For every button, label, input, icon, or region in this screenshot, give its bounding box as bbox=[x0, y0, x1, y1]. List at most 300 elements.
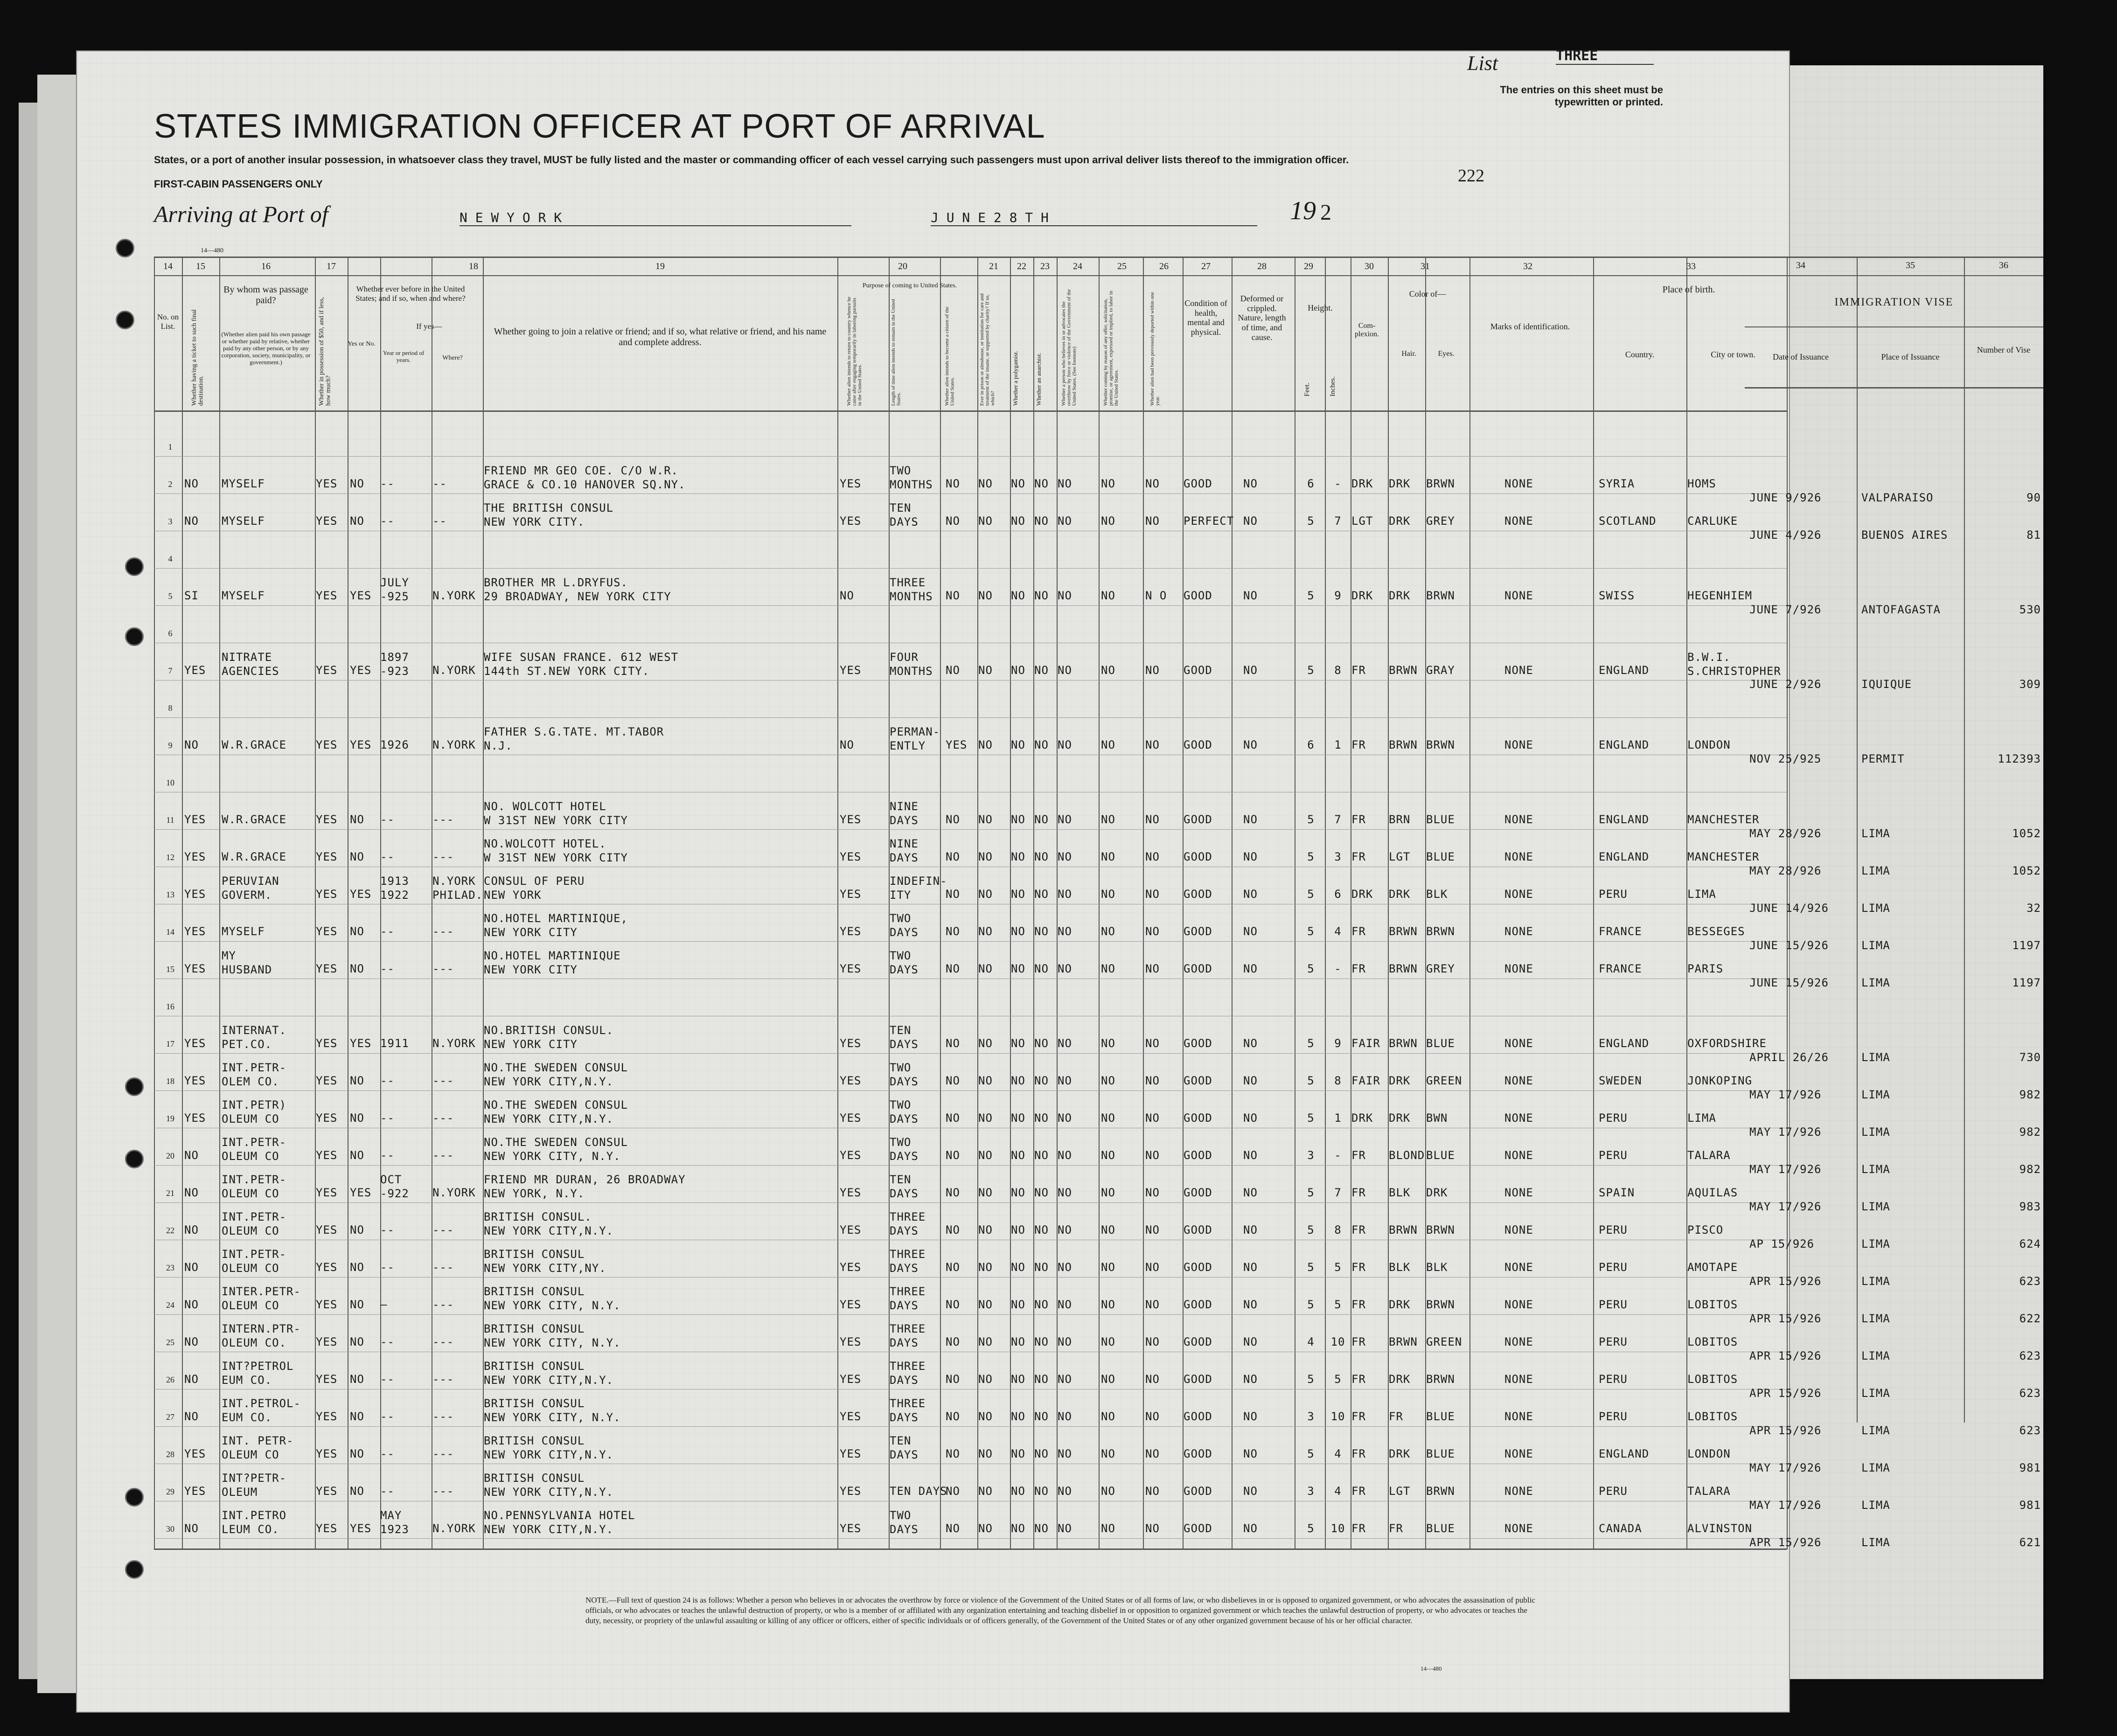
cell-b: NO bbox=[350, 962, 364, 975]
cell-de: NO bbox=[1145, 1074, 1160, 1087]
header-deformed: Deformed or crippled. Nature, length of time, and cause. bbox=[1238, 294, 1286, 342]
cell-ct: ENGLAND bbox=[1599, 813, 1650, 826]
cell-c: NO bbox=[946, 888, 960, 901]
cell-b: YES bbox=[350, 1186, 372, 1199]
cell-vd: APR 15/926 bbox=[1749, 1387, 1822, 1400]
cell-c: NO bbox=[946, 664, 960, 677]
cell-j: BRITISH CONSUL NEW YORK CITY, N.Y. bbox=[484, 1397, 621, 1424]
cell-n: 10 bbox=[166, 778, 174, 787]
header-where: Where? bbox=[442, 354, 463, 361]
cell-vd: MAY 17/926 bbox=[1749, 1088, 1822, 1101]
cell-c: NO bbox=[946, 1074, 960, 1087]
cell-p: INT?PETROL EUM CO. bbox=[222, 1360, 294, 1387]
cell-vn: 982 bbox=[2019, 1125, 2041, 1139]
port-name: N E W Y O R K bbox=[460, 210, 851, 226]
cell-c: NO bbox=[946, 1522, 960, 1535]
footer-code: 14—480 bbox=[1421, 1665, 1442, 1672]
cell-df: NO bbox=[1243, 1074, 1258, 1087]
table-row bbox=[77, 569, 1789, 604]
cell-df: NO bbox=[1243, 1149, 1258, 1162]
cell-c: NO bbox=[946, 1410, 960, 1423]
cell-vp: LIMA bbox=[1861, 939, 1890, 952]
cell-cx: FR bbox=[1351, 1149, 1366, 1162]
cell-a: YES bbox=[840, 477, 862, 490]
cell-ey: BLUE bbox=[1426, 1447, 1455, 1460]
cell-ft: 5 bbox=[1307, 1261, 1315, 1274]
cell-cx: FR bbox=[1351, 925, 1366, 938]
cell-co: PERFECT bbox=[1184, 514, 1234, 528]
cell-ct: CANADA bbox=[1599, 1522, 1642, 1535]
cell-l: PERMAN- ENTLY bbox=[890, 725, 940, 752]
cell-ey: BRWN bbox=[1426, 1485, 1455, 1498]
cell-ha: BRWN bbox=[1389, 962, 1418, 975]
list-number: THREE bbox=[1556, 48, 1654, 65]
cell-df: NO bbox=[1243, 1037, 1258, 1050]
cell-p: INT?PETR- OLEUM bbox=[222, 1472, 287, 1499]
cell-t: YES bbox=[184, 962, 206, 975]
cell-c: NO bbox=[946, 962, 960, 975]
vise-number-header: Number of Vise bbox=[1977, 345, 2031, 354]
cell-ft: 5 bbox=[1307, 962, 1315, 975]
cell-ov: NO bbox=[1058, 1447, 1072, 1460]
cell-de: NO bbox=[1145, 1261, 1160, 1274]
cell-cx: DRK bbox=[1351, 477, 1373, 490]
cell-ey: BLK bbox=[1426, 1261, 1448, 1274]
cell-co: GOOD bbox=[1184, 888, 1212, 901]
cell-mk: NONE bbox=[1504, 477, 1533, 490]
cell-vn: 530 bbox=[2019, 603, 2041, 616]
cell-in: 5 bbox=[1334, 1261, 1342, 1274]
table-row bbox=[77, 1129, 1789, 1163]
cell-ha: BLK bbox=[1389, 1186, 1411, 1199]
cell-l: THREE MONTHS bbox=[890, 576, 933, 603]
vise-date-header: Date of Issuance bbox=[1773, 352, 1829, 361]
cell-l: TEN DAYS bbox=[890, 501, 919, 528]
cell-ft: 6 bbox=[1307, 738, 1315, 751]
cell-df: NO bbox=[1243, 1335, 1258, 1348]
cell-of: NO bbox=[1101, 1223, 1115, 1236]
cell-pr: NO bbox=[978, 1373, 993, 1386]
row-rule bbox=[154, 1314, 1787, 1315]
cell-vn: 623 bbox=[2019, 1275, 2041, 1288]
vise-row bbox=[1745, 1404, 2043, 1438]
cell-cx: FR bbox=[1351, 1186, 1366, 1199]
cell-ha: FR bbox=[1389, 1522, 1403, 1535]
cell-po: NO bbox=[1011, 1261, 1025, 1274]
cell-c: NO bbox=[946, 1261, 960, 1274]
cell-l: TEN DAYS bbox=[890, 1173, 919, 1200]
cell-vn: 112393 bbox=[1998, 752, 2041, 765]
colnum-35: 35 bbox=[1906, 260, 1915, 271]
cell-y: -- bbox=[380, 477, 395, 490]
cell-w: --- bbox=[432, 1485, 454, 1498]
cell-t: YES bbox=[184, 888, 206, 901]
cell-vd: MAY 17/926 bbox=[1749, 1163, 1822, 1176]
cell-vn: 32 bbox=[2026, 902, 2041, 915]
cell-ov: NO bbox=[1058, 1261, 1072, 1274]
vise-row bbox=[1745, 1105, 2043, 1140]
cell-cx: FR bbox=[1351, 1410, 1366, 1423]
cell-of: NO bbox=[1101, 1410, 1115, 1423]
cell-of: NO bbox=[1101, 1111, 1115, 1125]
vise-row bbox=[1745, 1217, 2043, 1252]
cell-m: YES bbox=[316, 1223, 338, 1236]
cell-in: - bbox=[1334, 477, 1342, 490]
cell-w: --- bbox=[432, 1223, 454, 1236]
cell-n: 2 bbox=[168, 479, 173, 489]
cell-ey: BLUE bbox=[1426, 1149, 1455, 1162]
cell-c: NO bbox=[946, 1111, 960, 1125]
table-row bbox=[77, 1465, 1789, 1499]
column-number: 22 bbox=[1017, 261, 1026, 271]
cell-an: NO bbox=[1034, 813, 1049, 826]
cell-co: GOOD bbox=[1184, 1373, 1212, 1386]
cell-mk: NONE bbox=[1504, 1410, 1533, 1423]
cell-ey: DRK bbox=[1426, 1186, 1448, 1199]
cell-de: NO bbox=[1145, 1149, 1160, 1162]
binder-hole bbox=[125, 557, 144, 576]
cell-j: BRITISH CONSUL NEW YORK CITY, N.Y. bbox=[484, 1322, 621, 1349]
cell-ha: DRK bbox=[1389, 1373, 1411, 1386]
column-number: 15 bbox=[196, 261, 205, 271]
cell-l: THREE DAYS bbox=[890, 1322, 926, 1349]
header-year: Year or period of years. bbox=[383, 349, 425, 363]
header-height: Height. bbox=[1308, 303, 1333, 312]
cell-ft: 5 bbox=[1307, 1522, 1315, 1535]
cell-of: NO bbox=[1101, 1037, 1115, 1050]
cell-ey: GRAY bbox=[1426, 664, 1455, 677]
cell-mk: NONE bbox=[1504, 1111, 1533, 1125]
cell-ha: DRK bbox=[1389, 1298, 1411, 1311]
cell-of: NO bbox=[1101, 1261, 1115, 1274]
cell-p: INTERN.PTR- OLEUM CO. bbox=[222, 1322, 301, 1349]
cell-ct: ENGLAND bbox=[1599, 850, 1650, 863]
cell-m: YES bbox=[316, 664, 338, 677]
cell-ey: BRWN bbox=[1426, 1298, 1455, 1311]
header-purpose-return: Whether alien intends to return to country whence he came after engaging temporarily in laboring pursuits in the United States. bbox=[846, 297, 863, 406]
cell-y: 1913 1922 bbox=[380, 875, 409, 902]
cell-pr: NO bbox=[978, 589, 993, 602]
table-row bbox=[77, 942, 1789, 977]
cell-of: NO bbox=[1101, 1298, 1115, 1311]
cell-vd: JUNE 7/926 bbox=[1749, 603, 1822, 616]
cell-ey: BRWN bbox=[1426, 738, 1455, 751]
cell-of: NO bbox=[1101, 1335, 1115, 1348]
cell-df: NO bbox=[1243, 738, 1258, 751]
cell-y: MAY 1923 bbox=[380, 1509, 409, 1536]
cell-po: NO bbox=[1011, 664, 1025, 677]
cell-in: 10 bbox=[1330, 1410, 1345, 1423]
cell-pr: NO bbox=[978, 738, 993, 751]
cell-c: NO bbox=[946, 1373, 960, 1386]
cell-t: YES bbox=[184, 1074, 206, 1087]
cell-t: NO bbox=[184, 514, 199, 528]
header-city: City or town. bbox=[1711, 350, 1755, 359]
header-feet: Feet. bbox=[1303, 382, 1311, 396]
cell-ft: 5 bbox=[1307, 589, 1315, 602]
cell-of: NO bbox=[1101, 962, 1115, 975]
cell-vn: 624 bbox=[2019, 1237, 2041, 1250]
cell-cy: AMOTAPE bbox=[1687, 1261, 1738, 1274]
cell-t: NO bbox=[184, 477, 199, 490]
cell-pr: NO bbox=[978, 477, 993, 490]
vise-row bbox=[1745, 993, 2043, 1028]
cell-co: GOOD bbox=[1184, 1447, 1212, 1460]
cell-ey: BLUE bbox=[1426, 1037, 1455, 1050]
cell-cx: FR bbox=[1351, 1373, 1366, 1386]
cell-ct: ENGLAND bbox=[1599, 1037, 1650, 1050]
cell-j: BRITISH CONSUL NEW YORK CITY,NY. bbox=[484, 1248, 606, 1275]
cell-vd: JUNE 14/926 bbox=[1749, 902, 1829, 915]
cell-mk: NONE bbox=[1504, 925, 1533, 938]
cell-df: NO bbox=[1243, 1298, 1258, 1311]
cell-ft: 3 bbox=[1307, 1410, 1315, 1423]
cell-an: NO bbox=[1034, 514, 1049, 528]
cell-j: BROTHER MR L.DRYFUS. 29 BROADWAY, NEW YORK CITY bbox=[484, 576, 671, 603]
cell-l: TWO MONTHS bbox=[890, 464, 933, 491]
cell-in: 1 bbox=[1334, 738, 1342, 751]
cell-cy: LIMA bbox=[1687, 888, 1716, 901]
cell-pr: NO bbox=[978, 1037, 993, 1050]
cell-ey: BRWN bbox=[1426, 589, 1455, 602]
table-row bbox=[77, 1054, 1789, 1089]
cell-ha: DRK bbox=[1389, 514, 1411, 528]
cell-vn: 981 bbox=[2019, 1461, 2041, 1474]
cell-pr: NO bbox=[978, 514, 993, 528]
cell-df: NO bbox=[1243, 664, 1258, 677]
cell-vd: MAY 17/926 bbox=[1749, 1499, 1822, 1512]
cell-p: MYSELF bbox=[222, 514, 265, 528]
binder-hole bbox=[125, 1077, 144, 1096]
cell-vp: LIMA bbox=[1861, 1088, 1890, 1101]
cell-b: NO bbox=[350, 1261, 364, 1274]
table-row bbox=[77, 1017, 1789, 1051]
row-rule bbox=[154, 829, 1787, 830]
cell-ha: DRK bbox=[1389, 589, 1411, 602]
cell-of: NO bbox=[1101, 1447, 1115, 1460]
cell-pr: NO bbox=[978, 1149, 993, 1162]
cell-a: YES bbox=[840, 1186, 862, 1199]
cell-n: 14 bbox=[166, 927, 174, 937]
cell-w: --- bbox=[432, 1149, 454, 1162]
cell-mk: NONE bbox=[1504, 1186, 1533, 1199]
cell-j: WIFE SUSAN FRANCE. 612 WEST 144th ST.NEW YORK CITY. bbox=[484, 651, 679, 678]
cell-m: YES bbox=[316, 1522, 338, 1535]
cell-an: NO bbox=[1034, 738, 1049, 751]
cell-j: NO.HOTEL MARTINIQUE, NEW YORK CITY bbox=[484, 912, 628, 939]
cell-mk: NONE bbox=[1504, 589, 1533, 602]
cell-vp: LIMA bbox=[1861, 1461, 1890, 1474]
cell-df: NO bbox=[1243, 1373, 1258, 1386]
cell-de: NO bbox=[1145, 738, 1160, 751]
cell-p: INT.PETR- OLEUM CO bbox=[222, 1136, 287, 1163]
cell-ft: 5 bbox=[1307, 1373, 1315, 1386]
cell-ey: BLK bbox=[1426, 888, 1448, 901]
table-row bbox=[77, 1315, 1789, 1350]
column-number: 20 bbox=[898, 261, 907, 271]
cell-pr: NO bbox=[978, 1223, 993, 1236]
cell-pr: NO bbox=[978, 1335, 993, 1348]
header-if-yes: If yes— bbox=[416, 322, 442, 331]
cell-n: 11 bbox=[166, 815, 174, 825]
cell-y: -- bbox=[380, 1111, 395, 1125]
cell-y: OCT -922 bbox=[380, 1173, 409, 1200]
header-marks: Marks of identification. bbox=[1490, 322, 1570, 331]
cell-vn: 623 bbox=[2019, 1349, 2041, 1362]
cell-mk: NONE bbox=[1504, 1261, 1533, 1274]
cell-m: YES bbox=[316, 850, 338, 863]
cell-j: NO.PENNSYLVANIA HOTEL NEW YORK CITY,N.Y. bbox=[484, 1509, 635, 1536]
cell-p: INT.PETR) OLEUM CO bbox=[222, 1098, 287, 1125]
cell-vn: 621 bbox=[2019, 1536, 2041, 1549]
cell-po: NO bbox=[1011, 1186, 1025, 1199]
cell-mk: NONE bbox=[1504, 1298, 1533, 1311]
cell-m: YES bbox=[316, 589, 338, 602]
header-yes-no: Yes or No. bbox=[348, 340, 376, 347]
cell-m: YES bbox=[316, 477, 338, 490]
cell-a: YES bbox=[840, 664, 862, 677]
cell-po: NO bbox=[1011, 738, 1025, 751]
cell-n: 5 bbox=[168, 591, 173, 601]
cell-co: GOOD bbox=[1184, 1149, 1212, 1162]
binder-hole bbox=[116, 239, 134, 257]
cell-in: 4 bbox=[1334, 1485, 1342, 1498]
row-rule bbox=[154, 456, 1787, 457]
cell-cy: CARLUKE bbox=[1687, 514, 1738, 528]
row-rule bbox=[154, 1426, 1787, 1427]
cell-t: YES bbox=[184, 1111, 206, 1125]
cell-a: NO bbox=[840, 738, 854, 751]
cell-b: NO bbox=[350, 477, 364, 490]
header-joining: Whether going to join a relative or friend; and if so, what relative or friend, and his name and complete address. bbox=[494, 326, 827, 347]
cell-n: 19 bbox=[166, 1114, 174, 1123]
cell-vp: IQUIQUE bbox=[1861, 678, 1912, 691]
header-polygamist: Whether a polygamist. bbox=[1012, 350, 1019, 406]
cell-b: NO bbox=[350, 1373, 364, 1386]
cell-po: NO bbox=[1011, 514, 1025, 528]
header-offer: Whether coming by reason of any offer, solicitation, promise, or agreement, expressed or implied, to labor in the United States. bbox=[1103, 291, 1120, 406]
cell-mk: NONE bbox=[1504, 1223, 1533, 1236]
cell-n: 24 bbox=[166, 1300, 174, 1310]
cell-b: NO bbox=[350, 850, 364, 863]
cell-mk: NONE bbox=[1504, 1373, 1533, 1386]
cell-y: -- bbox=[380, 925, 395, 938]
header-complexion: Com-plexion. bbox=[1355, 322, 1379, 339]
cell-ct: PERU bbox=[1599, 1261, 1628, 1274]
cell-j: FATHER S.G.TATE. MT.TABOR N.J. bbox=[484, 725, 664, 752]
header-purpose: Purpose of coming to United States. bbox=[862, 282, 957, 289]
column-number: 26 bbox=[1159, 261, 1169, 271]
cell-pr: NO bbox=[978, 1186, 993, 1199]
cell-ha: FR bbox=[1389, 1410, 1403, 1423]
cell-y: 1926 bbox=[380, 738, 409, 751]
cell-ct: SWISS bbox=[1599, 589, 1635, 602]
colnum-36: 36 bbox=[1999, 260, 2008, 271]
cell-df: NO bbox=[1243, 962, 1258, 975]
header-money: Whether in possession of $50, and if less, how much? bbox=[318, 297, 332, 406]
header-anarchist: Whether an anarchist. bbox=[1035, 353, 1042, 406]
column-number: 16 bbox=[261, 261, 271, 271]
cell-b: NO bbox=[350, 1335, 364, 1348]
cell-cy: OXFORDSHIRE bbox=[1687, 1037, 1767, 1050]
cell-ey: GREY bbox=[1426, 514, 1455, 528]
cell-j: BRITISH CONSUL NEW YORK CITY,N.Y. bbox=[484, 1360, 614, 1387]
cell-w: --- bbox=[432, 1111, 454, 1125]
cell-df: NO bbox=[1243, 1447, 1258, 1460]
cell-b: YES bbox=[350, 738, 372, 751]
cell-t: NO bbox=[184, 1298, 199, 1311]
cell-df: NO bbox=[1243, 514, 1258, 528]
cell-n: 15 bbox=[166, 965, 174, 974]
row-rule bbox=[154, 941, 1787, 942]
manifest-sheet bbox=[77, 48, 1789, 1712]
cell-l: INDEFIN- ITY bbox=[890, 875, 947, 902]
cell-ov: NO bbox=[1058, 1037, 1072, 1050]
cell-an: NO bbox=[1034, 1447, 1049, 1460]
cell-ct: ENGLAND bbox=[1599, 664, 1650, 677]
column-number: 32 bbox=[1523, 261, 1532, 271]
cell-n: 1 bbox=[168, 442, 173, 451]
cell-vn: 623 bbox=[2019, 1424, 2041, 1437]
cell-of: NO bbox=[1101, 925, 1115, 938]
cell-y: -- bbox=[380, 1223, 395, 1236]
cell-co: GOOD bbox=[1184, 1074, 1212, 1087]
cell-a: YES bbox=[840, 1149, 862, 1162]
cell-w: N.YORK bbox=[432, 738, 476, 751]
cell-ov: NO bbox=[1058, 888, 1072, 901]
table-row bbox=[77, 420, 1789, 454]
cell-an: NO bbox=[1034, 1485, 1049, 1498]
cell-ct: PERU bbox=[1599, 1485, 1628, 1498]
table-bottom-rule bbox=[154, 1549, 1787, 1550]
cell-cy: MANCHESTER bbox=[1687, 813, 1760, 826]
cell-ct: PERU bbox=[1599, 1111, 1628, 1125]
cell-df: NO bbox=[1243, 1485, 1258, 1498]
cell-ft: 3 bbox=[1307, 1149, 1315, 1162]
cell-mk: NONE bbox=[1504, 888, 1533, 901]
cell-j: THE BRITISH CONSUL NEW YORK CITY. bbox=[484, 501, 614, 528]
cell-of: NO bbox=[1101, 888, 1115, 901]
cell-ov: NO bbox=[1058, 1186, 1072, 1199]
cell-ov: NO bbox=[1058, 1410, 1072, 1423]
cell-po: NO bbox=[1011, 1373, 1025, 1386]
vise-row bbox=[1745, 1441, 2043, 1476]
cell-po: NO bbox=[1011, 589, 1025, 602]
cell-df: NO bbox=[1243, 589, 1258, 602]
cell-po: NO bbox=[1011, 1149, 1025, 1162]
cell-n: 30 bbox=[166, 1524, 174, 1534]
cell-m: YES bbox=[316, 1447, 338, 1460]
cell-vn: 730 bbox=[2019, 1051, 2041, 1064]
cell-an: NO bbox=[1034, 1074, 1049, 1087]
cell-co: GOOD bbox=[1184, 962, 1212, 975]
row-rule bbox=[154, 1277, 1787, 1278]
cell-ov: NO bbox=[1058, 813, 1072, 826]
cell-df: NO bbox=[1243, 1223, 1258, 1236]
cell-co: GOOD bbox=[1184, 1410, 1212, 1423]
cell-ct: FRANCE bbox=[1599, 925, 1642, 938]
cell-vp: LIMA bbox=[1861, 1275, 1890, 1288]
cell-co: GOOD bbox=[1184, 1522, 1212, 1535]
cell-vn: 982 bbox=[2019, 1163, 2041, 1176]
cell-y: -- bbox=[380, 1074, 395, 1087]
cell-j: NO.BRITISH CONSUL. NEW YORK CITY bbox=[484, 1024, 614, 1051]
cell-b: YES bbox=[350, 589, 372, 602]
cell-p: MY HUSBAND bbox=[222, 949, 272, 976]
vise-row bbox=[1745, 1143, 2043, 1177]
header-paid-note: (Whether alien paid his own passage or whether paid by relative, whether paid by any other person, or by any corporation, society, municipality, or government.) bbox=[221, 331, 311, 366]
table-row bbox=[77, 1427, 1789, 1462]
